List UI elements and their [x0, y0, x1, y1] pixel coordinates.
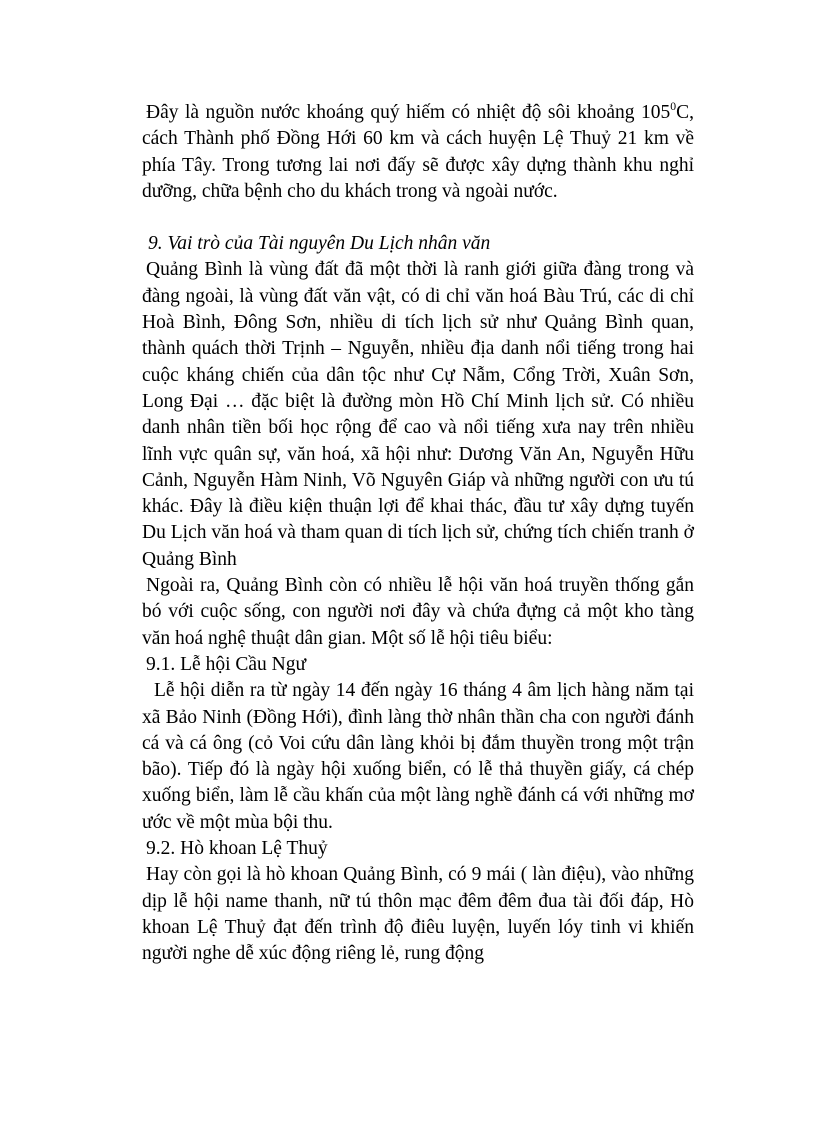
section-heading: 9. Vai trò của Tài nguyên Du Lịch nhân văn: [148, 233, 491, 255]
subsection-paragraph-9-2: Hay còn gọi là hò khoan Quảng Bình, có 9 mái ( làn điệu), vào những dịp lễ hội name thanh, nữ tú thôn mạc đêm đêm đua tài đối đáp, Hò khoan Lệ Thuỷ đạt đến trình độ điêu luyện, luyến lóy tinh vi khiến người nghe dễ xúc động riêng lẻ, rung động: [142, 864, 694, 965]
subsection-heading-9-1: 9.1. Lễ hội Cầu Ngư: [146, 653, 307, 675]
document-page: [142, 100, 694, 968]
degree-superscript: 0: [670, 99, 677, 113]
paragraph-spacer: [142, 205, 694, 231]
intro-text-start: Đây là nguồn nước khoáng quý hiếm có nhiệt độ sôi khoảng 105: [146, 102, 671, 123]
section-paragraph-1: Quảng Bình là vùng đất đã một thời là ranh giới giữa đàng trong và đàng ngoài, là vùng đất văn vật, có di chỉ văn hoá Bàu Trú, các di chỉ Hoà Bình, Đông Sơn, nhiều di tích lịch sử như Quảng Bình quan, thành quách thời Trịnh – Nguyễn, nhiều địa danh nổi tiếng trong hai cuộc kháng chiến của dân tộc như Cự Nẫm, Cổng Trời, Xuân Sơn, Long Đại … đặc biệt là đường mòn Hồ Chí Minh lịch sử. Có nhiều danh nhân tiền bối học rộng để cao và nổi tiếng xưa nay trên nhiều lĩnh vực quân sự, văn hoá, xã hội như: Dương Văn An, Nguyễn Hữu Cảnh, Nguyễn Hàm Ninh, Võ Nguyên Giáp và những người con ưu tú khác. Đây là điều kiện thuận lợi để khai thác, đầu tư xây dựng tuyến Du Lịch văn hoá và tham quan di tích lịch sử, chứng tích chiến tranh ở Quảng Bình: [142, 259, 694, 570]
intro-text-end: C, cách Thành phố Đồng Hới 60 km và cách huyện Lệ Thuỷ 21 km về phía Tây. Trong tương lai nơi đấy sẽ được xây dựng thành khu nghỉ dưỡng, chữa bệnh cho du khách trong và ngoài nước.: [142, 102, 694, 202]
intro-paragraph: [142, 100, 694, 205]
section-paragraph-2: Ngoài ra, Quảng Bình còn có nhiều lễ hội văn hoá truyền thống gắn bó với cuộc sống, con người nơi đây và chứa đựng cả một kho tàng văn hoá nghệ thuật dân gian. Một số lễ hội tiêu biểu:: [142, 575, 694, 649]
subsection-heading-9-2: 9.2. Hò khoan Lệ Thuỷ: [146, 838, 328, 860]
subsection-paragraph-9-1: Lễ hội diễn ra từ ngày 14 đến ngày 16 tháng 4 âm lịch hàng năm tại xã Bảo Ninh (Đồng Hới), đình làng thờ nhân thần cha con người đánh cá và cá ông (cỏ Voi cứu dân làng khỏi bị đắm thuyền trong một trận bão). Tiếp đó là ngày hội xuống biển, có lễ thả thuyền giấy, cá chép xuống biển, làm lễ cầu khấn của một làng nghề đánh cá với những mơ ước về một mùa bội thu.: [142, 680, 694, 833]
